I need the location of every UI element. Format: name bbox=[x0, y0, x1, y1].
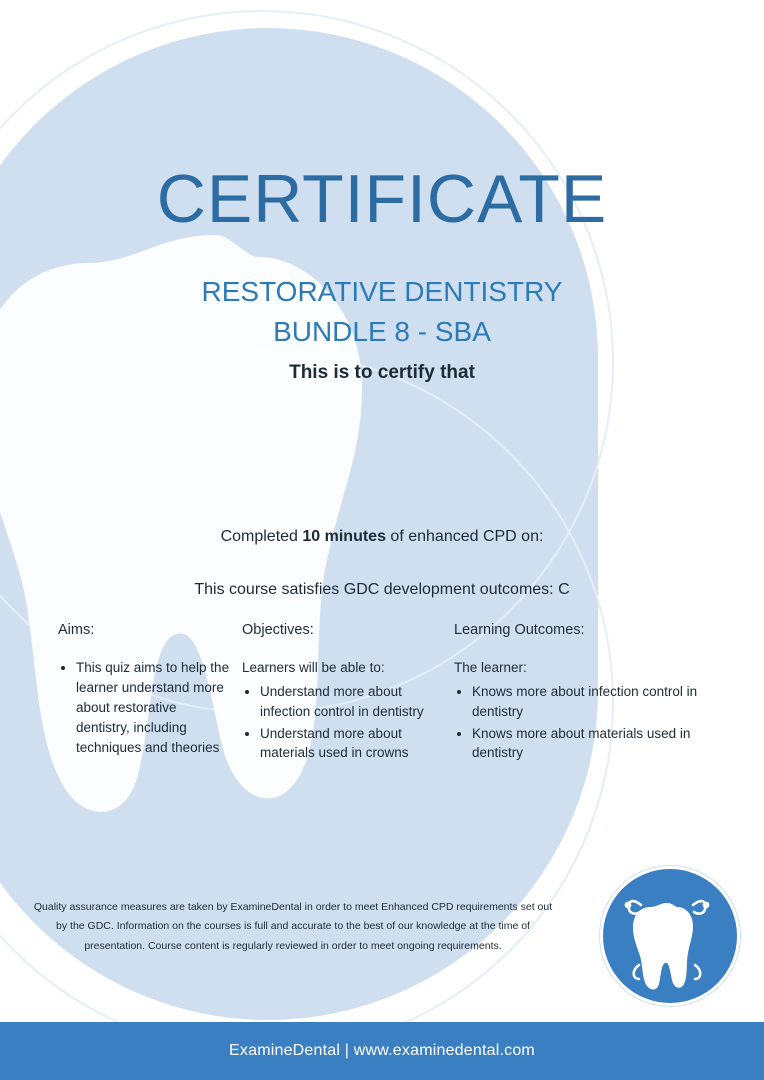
certify-statement: This is to certify that bbox=[289, 362, 475, 383]
completed-suffix: of enhanced CPD on: bbox=[385, 528, 544, 545]
footer-bar bbox=[0, 1022, 764, 1080]
learning-outcomes-column bbox=[454, 622, 724, 765]
learning-outcomes-heading: Learning Outcomes: bbox=[454, 622, 585, 638]
objectives-column bbox=[232, 622, 454, 765]
completed-statement bbox=[0, 528, 764, 546]
course-title bbox=[0, 272, 764, 352]
duration-value: 10 minutes bbox=[302, 528, 386, 545]
course-title-line2: BUNDLE 8 - SBA bbox=[273, 315, 491, 347]
completed-prefix: Completed bbox=[220, 528, 303, 545]
footer-website-text: ExamineDental | www.examinedental.com bbox=[229, 1042, 535, 1059]
gdc-outcomes-statement: This course satisfies GDC development outcomes: C bbox=[194, 581, 570, 598]
tooth-logo-icon bbox=[603, 869, 731, 997]
course-title-line1: RESTORATIVE DENTISTRY bbox=[201, 276, 563, 307]
learning-outcomes-list bbox=[454, 682, 724, 764]
aims-column bbox=[0, 622, 232, 765]
objectives-lead: Learners will be able to: bbox=[242, 660, 385, 675]
aims-heading: Aims: bbox=[58, 622, 95, 638]
list-item: • Knows more about materials used in dentistry bbox=[472, 724, 724, 764]
aims-list bbox=[58, 658, 232, 758]
objectives-list bbox=[242, 682, 454, 764]
examinedental-logo bbox=[600, 866, 740, 1006]
list-item: • This quiz aims to help the learner understand more about restorative dentistry, including techniques and theories bbox=[76, 658, 232, 758]
list-item: • Understand more about materials used in crowns bbox=[260, 724, 454, 764]
objectives-heading: Objectives: bbox=[242, 622, 314, 638]
learning-outcomes-lead: The learner: bbox=[454, 660, 527, 675]
details-columns bbox=[0, 622, 764, 765]
recipient-name bbox=[0, 430, 764, 460]
list-item: • Knows more about infection control in dentistry bbox=[472, 682, 724, 722]
page-title: CERTIFICATE bbox=[156, 161, 608, 237]
disclaimer-text: Quality assurance measures are taken by ExamineDental in order to meet Enhanced CPD requirements set out by the GDC. Information on the courses is full and accurate to the best of our knowledge at the time of presentation. Course content is regularly reviewed in order to meet ongoing requirements. bbox=[33, 901, 553, 952]
list-item: • Understand more about infection control in dentistry bbox=[260, 682, 454, 722]
